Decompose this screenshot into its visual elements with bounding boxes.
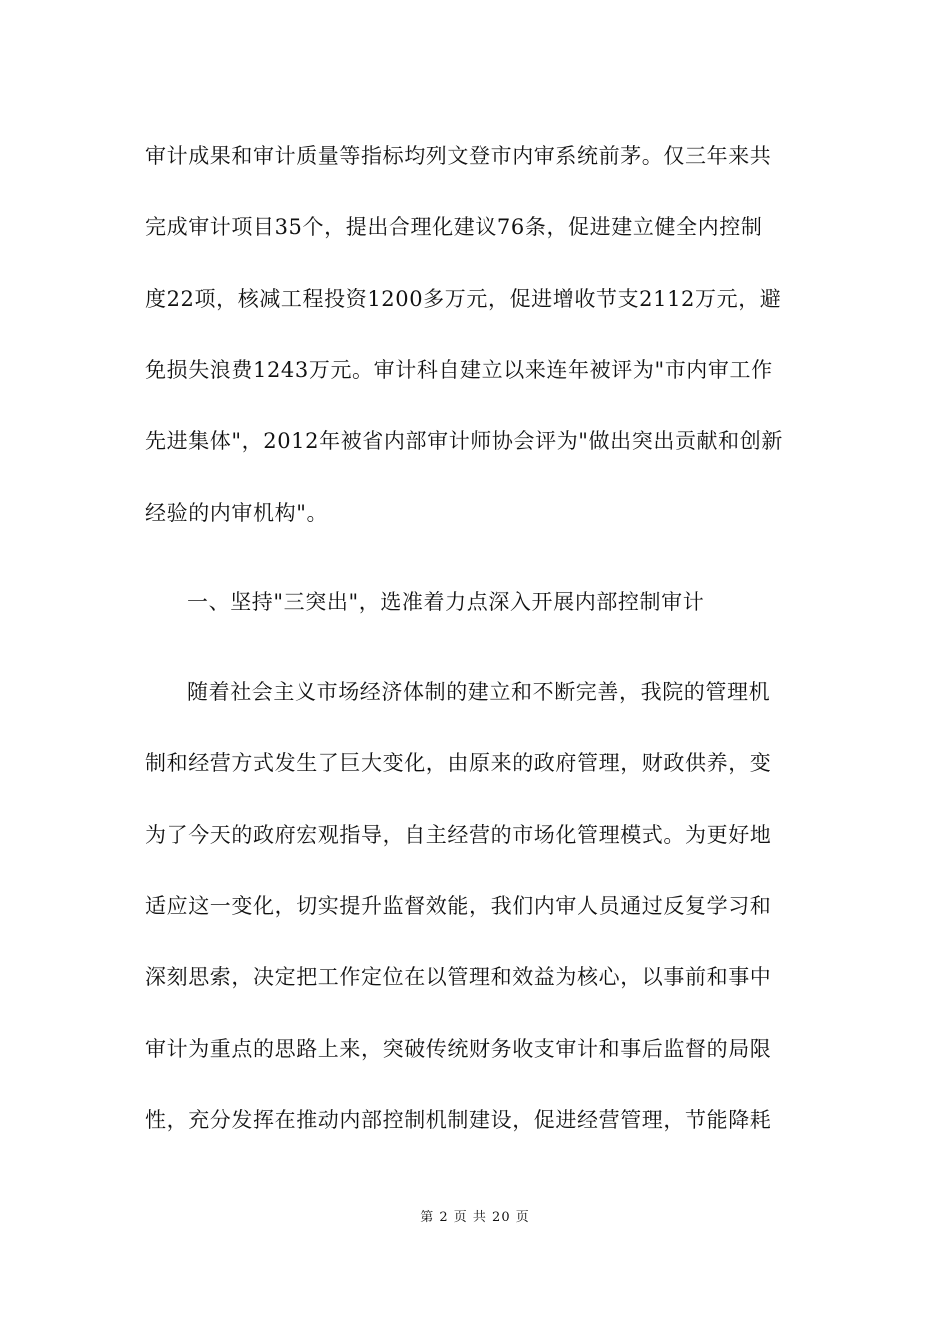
text-line: 随着社会主义市场经济体制的建立和不断完善，我院的管理机 xyxy=(187,680,771,704)
text-line: 度22项，核减工程投资1200多万元，促进增收节支2112万元，避 xyxy=(145,287,782,311)
text-line: 完成审计项目35个，提出合理化建议76条，促进建立健全内控制 xyxy=(145,215,763,239)
text-line: 审计成果和审计质量等指标均列文登市内审系统前茅。仅三年来共 xyxy=(145,144,772,168)
text-line: 审计为重点的思路上来，突破传统财务收支审计和事后监督的局限 xyxy=(145,1037,772,1061)
text-line: 经验的内审机构"。 xyxy=(145,501,329,525)
text-line: 适应这一变化，切实提升监督效能，我们内审人员通过反复学习和 xyxy=(145,894,772,918)
section-heading: 一、坚持"三突出"，选准着力点深入开展内部控制审计 xyxy=(187,590,705,614)
text-line: 免损失浪费1243万元。审计科自建立以来连年被评为"市内审工作 xyxy=(145,358,773,382)
text-line: 制和经营方式发生了巨大变化，由原来的政府管理，财政供养，变 xyxy=(145,751,772,775)
text-line: 深刻思索，决定把工作定位在以管理和效益为核心，以事前和事中 xyxy=(145,965,772,989)
text-line: 先进集体"，2012年被省内部审计师协会评为"做出突出贡献和创新 xyxy=(145,429,783,453)
text-line: 性，充分发挥在推动内部控制机制建设，促进经营管理，节能降耗 xyxy=(145,1108,772,1132)
page-number-footer: 第 2 页 共 20 页 xyxy=(420,1210,530,1225)
text-line: 为了今天的政府宏观指导，自主经营的市场化管理模式。为更好地 xyxy=(145,823,772,847)
